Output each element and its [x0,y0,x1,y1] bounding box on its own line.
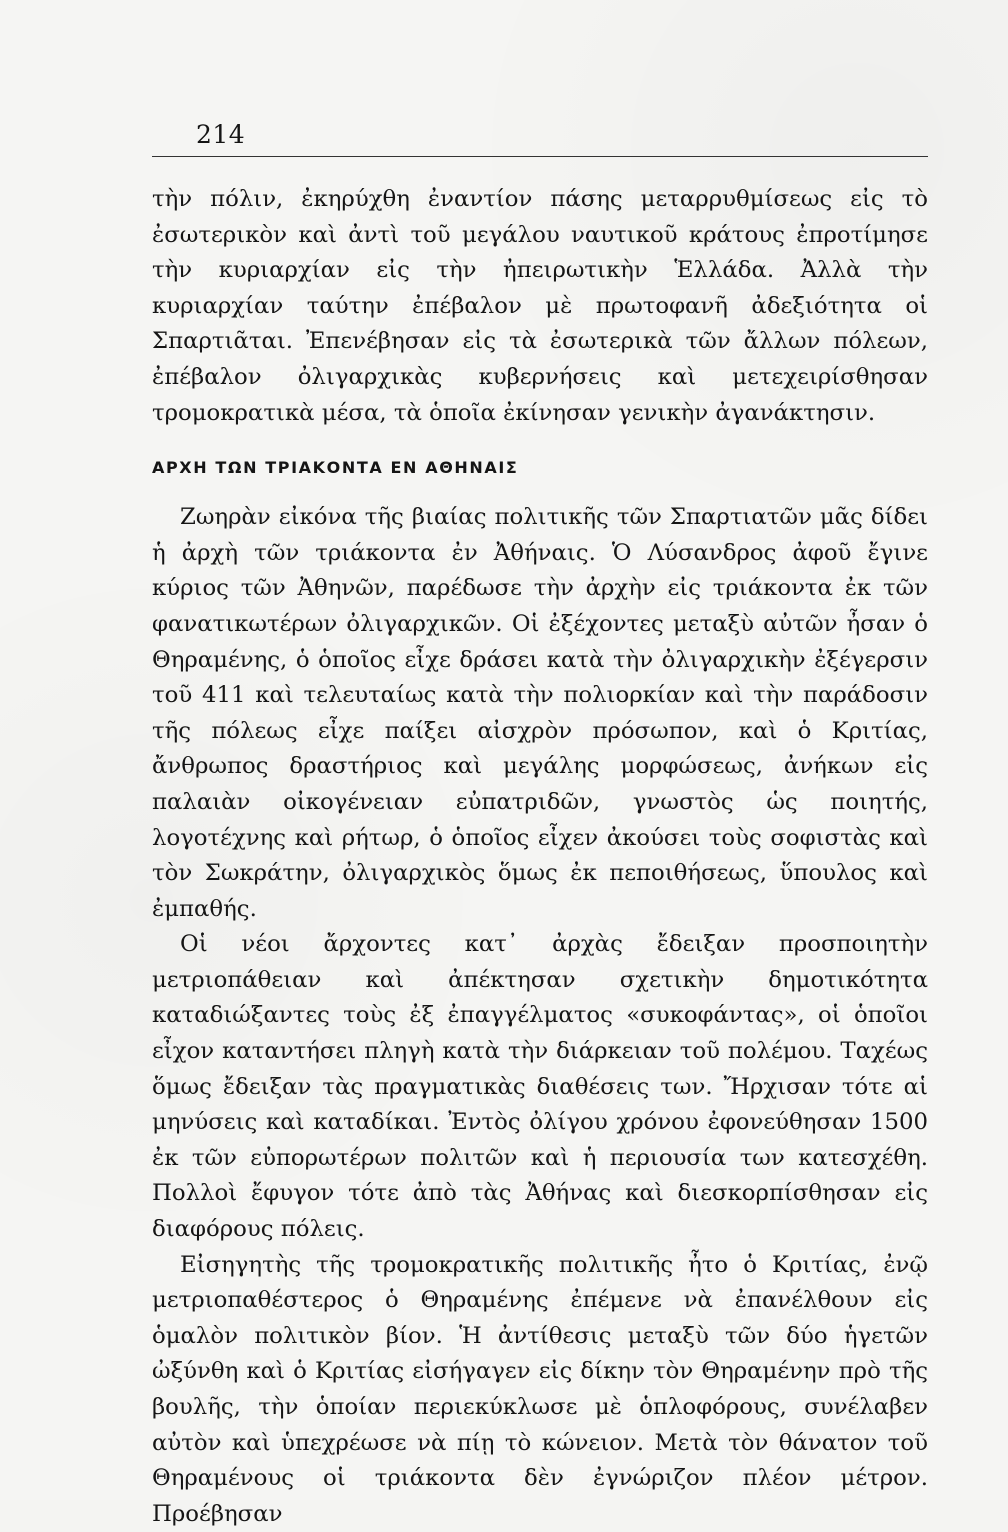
section-title: ΑΡΧΗ ΤΩΝ ΤΡΙΑΚΟΝΤΑ ΕΝ ΑΘΗΝΑΙΣ [152,458,519,478]
page-content [152,182,928,1532]
paragraph-2: Ζωηρὰν εἰκόνα τῆς βιαίας πολιτικῆς τῶν Σπαρτιατῶν μᾶς δίδει ἡ ἀρχὴ τῶν τριάκοντα ἐν Ἀθήναις. Ὁ Λύσανδρος ἀφοῦ ἔγινε κύριος τῶν Ἀθηνῶν, παρέδωσε τὴν ἀρχὴν εἰς τριάκοντα ἐκ τῶν φανατικωτέρων ὀλιγαρχικῶν. Οἱ ἐξέχοντες μεταξὺ αὐτῶν ἦσαν ὁ Θηραμένης, ὁ ὁποῖος εἶχε δράσει κατὰ τὴν ὀλιγαρχικὴν ἐξέγερσιν τοῦ 411 καὶ τελευταίως κατὰ τὴν πολιορκίαν καὶ τὴν παράδοσιν τῆς πόλεως εἶχε παίξει αἰσχρὸν πρόσωπον, καὶ ὁ Κριτίας, ἄνθρωπος δραστήριος καὶ μεγάλης μορφώσεως, ἀνήκων εἰς παλαιὰν οἰκογένειαν εὐπατριδῶν, γνωστὸς ὡς ποιητής, λογοτέχνης καὶ ρήτωρ, ὁ ὁποῖος εἶχεν ἀκούσει τοὺς σοφιστὰς καὶ τὸν Σωκράτην, ὀλιγαρχικὸς ὅμως ἐκ πεποιθήσεως, ὕπουλος καὶ ἐμπαθής. [152,504,928,922]
page-number: 214 [196,120,246,149]
paragraph-1: τὴν πόλιν, ἐκηρύχθη ἐναντίον πάσης μεταρρυθμίσεως εἰς τὸ ἐσωτερικὸν καὶ ἀντὶ τοῦ μεγάλου ναυτικοῦ κράτους ἐπροτίμησε τὴν κυριαρχίαν εἰς τὴν ἠπειρωτικὴν Ἑλλάδα. Ἀλλὰ τὴν κυριαρχίαν ταύτην ἐπέβαλον μὲ πρωτοφανῆ ἀδεξιότητα οἱ Σπαρτιᾶται. Ἐπενέβησαν εἰς τὰ ἐσωτερικὰ τῶν ἄλλων πόλεων, ἐπέβαλον ὀλιγαρχικὰς κυβερνήσεις καὶ μετεχειρίσθησαν τρομοκρατικὰ μέσα, τὰ ὁποῖα ἐκίνησαν γενικὴν ἀγανάκτησιν. [152,186,928,426]
page-header [152,118,928,157]
paragraph-3: Οἱ νέοι ἄρχοντες κατ᾽ ἀρχὰς ἔδειξαν προσποιητὴν μετριοπάθειαν καὶ ἀπέκτησαν σχετικὴν δημοτικότητα καταδιώξαντες τοὺς ἐξ ἐπαγγέλματος «συκοφάντας», οἱ ὁποῖοι εἶχον καταντήσει πληγὴ κατὰ τὴν διάρκειαν τοῦ πολέμου. Ταχέως ὅμως ἔδειξαν τὰς πραγματικὰς διαθέσεις των. Ἤρχισαν τότε αἱ μηνύσεις καὶ καταδίκαι. Ἐντὸς ὀλίγου χρόνου ἐφονεύθησαν 1500 ἐκ τῶν εὐπορωτέρων πολιτῶν καὶ ἡ περιουσία των κατεσχέθη. Πολλοὶ ἔφυγον τότε ἀπὸ τὰς Ἀθήνας καὶ διεσκορπίσθησαν εἰς διαφόρους πόλεις. [152,931,928,1243]
paragraph-4: Εἰσηγητὴς τῆς τρομοκρατικῆς πολιτικῆς ἦτο ὁ Κριτίας, ἐνῷ μετριοπαθέστερος ὁ Θηραμένης ἐπέμενε νὰ ἐπανέλθουν εἰς ὁμαλὸν πολιτικὸν βίον. Ἡ ἀντίθεσις μεταξὺ τῶν δύο ἡγετῶν ὠξύνθη καὶ ὁ Κριτίας εἰσήγαγεν εἰς δίκην τὸν Θηραμένην πρὸ τῆς βουλῆς, τὴν ὁποίαν περιεκύκλωσε μὲ ὁπλοφόρους, συνέλαβεν αὐτὸν καὶ ὑπεχρέωσε νὰ πίῃ τὸ κώνειον. Μετὰ τὸν θάνατον τοῦ Θηραμένους οἱ τριάκοντα δὲν ἐγνώριζον πλέον μέτρον. Προέβησαν [152,1251,928,1527]
